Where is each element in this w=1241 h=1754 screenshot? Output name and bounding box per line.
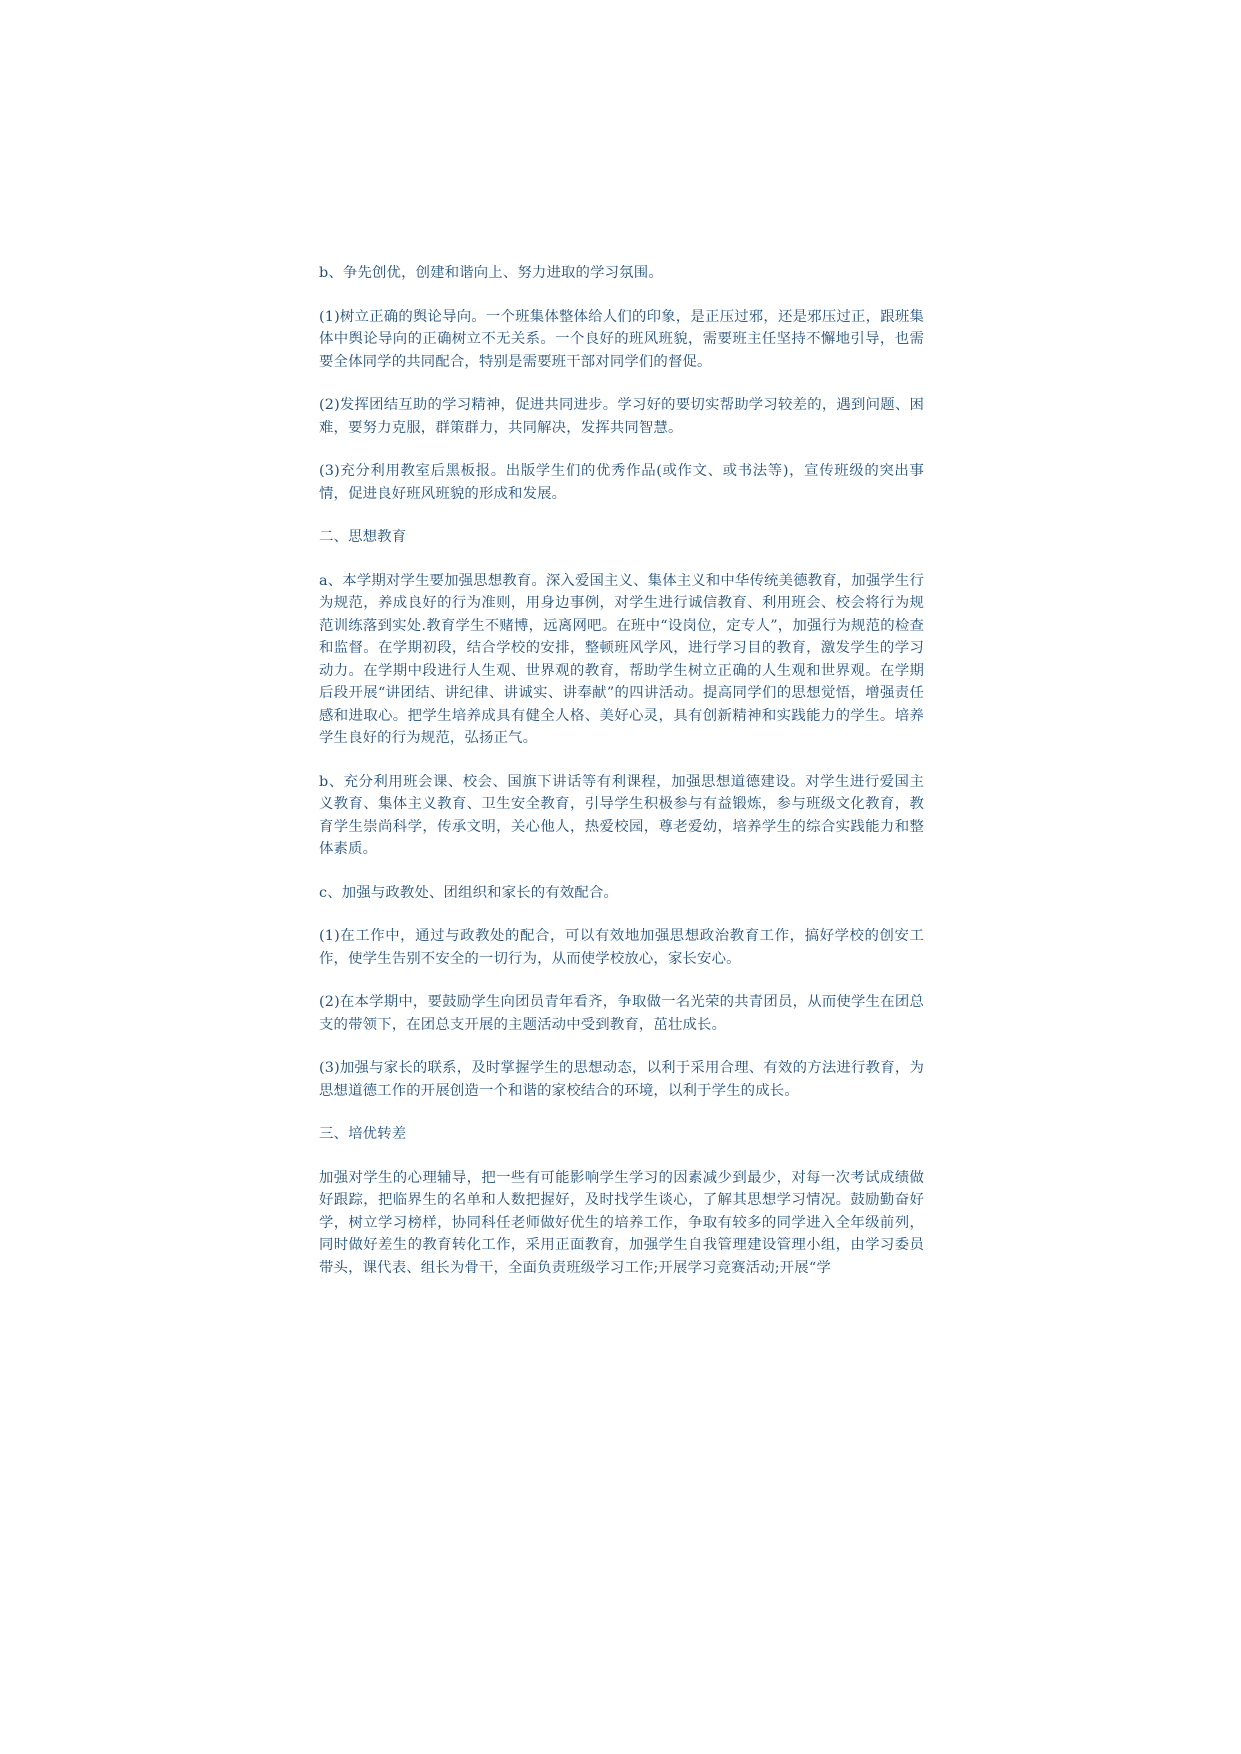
paragraph-cooperation-3: (3)加强与家长的联系，及时掌握学生的思想动态，以利于采用合理、有效的方法进行教育，为思想道德工作的开展创造一个和谐的家校结合的环境，以利于学生的成长。 [319,1060,924,1099]
paragraph-cooperation-2: (2)在本学期中，要鼓励学生向团员青年看齐，争取做一名光荣的共青团员，从而使学生在团总支的带领下，在团总支开展的主题活动中受到教育，茁壮成长。 [319,994,924,1033]
paragraph-ideological-c: c、加强与政教处、团组织和家长的有效配合。 [319,884,619,901]
paragraph-public-opinion: (1)树立正确的舆论导向。一个班集体整体给人们的印象，是正压过邪，还是邪压过正，跟班集体中舆论导向的正确树立不无关系。一个良好的班风班貌，需要班主任坚持不懈地引导，也需要全体同学的共同配合，特别是需要班干部对同学们的督促。 [319,308,924,370]
paragraph-ideological-b: b、充分利用班会课、校会、国旗下讲话等有利课程，加强思想道德建设。对学生进行爱国主义教育、集体主义教育、卫生安全教育，引导学生积极参与有益锻炼，参与班级文化教育，教育学生崇尚科学，传承文明，关心他人，热爱校园，尊老爱幼，培养学生的综合实践能力和整体素质。 [319,773,924,857]
paragraph-counseling: 加强对学生的心理辅导，把一些有可能影响学生学习的因素减少到最少，对每一次考试成绩做好跟踪，把临界生的名单和人数把握好，及时找学生谈心，了解其思想学习情况。鼓励勤奋好学，树立学习榜样，协同科任老师做好优生的培养工作，争取有较多的同学进入全年级前列，同时做好差生的教育转化工作，采用正面教育，加强学生自我管理建设管理小组，由学习委员带头，课代表、组长为骨干，全面负责班级学习工作;开展学习竞赛活动;开展“学 [319,1169,924,1276]
paragraph-cooperation-1: (1)在工作中，通过与政教处的配合，可以有效地加强思想政治教育工作，搞好学校的创安工作，使学生告别不安全的一切行为，从而使学校放心，家长安心。 [319,928,924,967]
paragraph-atmosphere: b、争先创优，创建和谐向上、努力进取的学习氛围。 [319,265,663,281]
section-heading-top-and-struggling: 三、培优转差 [319,1126,407,1142]
section-heading-ideological-education: 二、思想教育 [319,529,407,545]
paragraph-ideological-a: a、本学期对学生要加强思想教育。深入爱国主义、集体主义和中华传统美德教育，加强学生行为规范，养成良好的行为准则，用身边事例，对学生进行诚信教育、利用班会、校会将行为规范训练落到实处.教育学生不赌博，远离网吧。在班中“设岗位，定专人”，加强行为规范的检查和监督。在学期初段，结合学校的安排，整顿班风学风，进行学习目的教育，激发学生的学习动力。在学期中段进行人生观、世界观的教育，帮助学生树立正确的人生观和世界观。在学期后段开展“讲团结、讲纪律、讲诚实、讲奉献”的四讲活动。提高同学们的思想觉悟，增强责任感和进取心。把学生培养成具有健全人格、美好心灵，具有创新精神和实践能力的学生。培养学生良好的行为规范，弘扬正气。 [319,572,924,746]
document-body [319,262,924,1300]
paragraph-mutual-help: (2)发挥团结互助的学习精神，促进共同进步。学习好的要切实帮助学习较差的，遇到问题、困难，要努力克服，群策群力，共同解决，发挥共同智慧。 [319,397,924,436]
paragraph-blackboard: (3)充分利用教室后黑板报。出版学生们的优秀作品(或作文、或书法等)，宣传班级的突出事情，促进良好班风班貌的形成和发展。 [319,463,924,502]
